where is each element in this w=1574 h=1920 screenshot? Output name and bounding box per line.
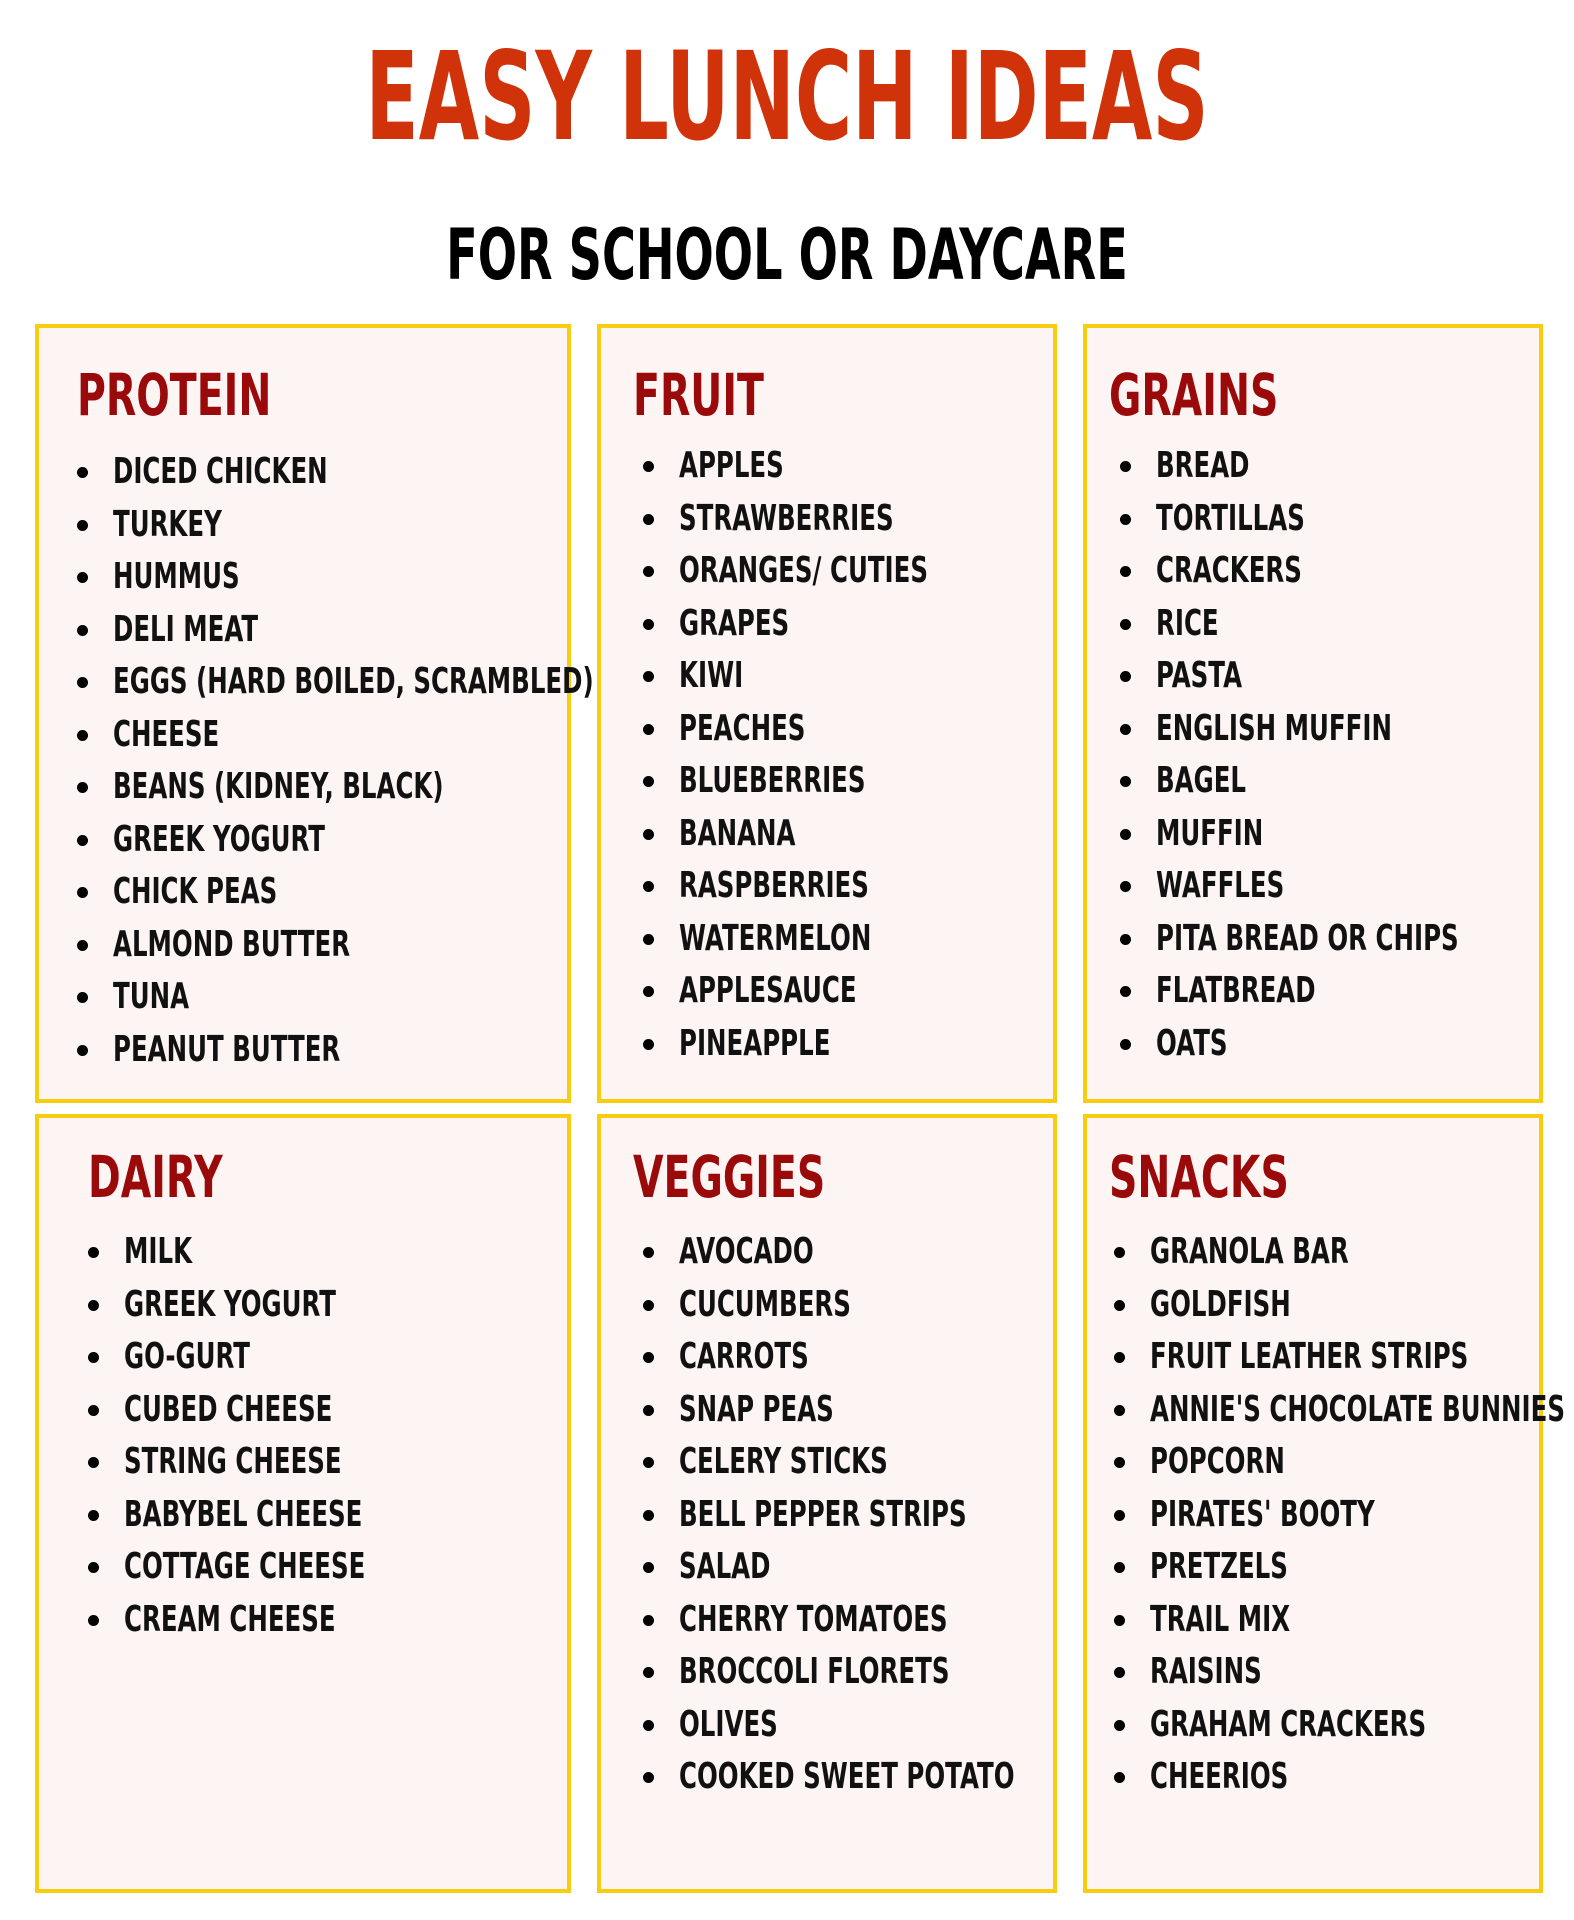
- list-item-label: MILK: [124, 1231, 193, 1272]
- bullet-icon: [1114, 1352, 1125, 1363]
- list-item-label: CELERY STICKS: [679, 1441, 888, 1482]
- protein-title: PROTEIN: [77, 361, 272, 429]
- bullet-icon: [1120, 881, 1131, 892]
- bullet-icon: [1120, 829, 1131, 840]
- bullet-icon: [643, 1615, 654, 1626]
- list-item-label: CUBED CHEESE: [124, 1388, 333, 1430]
- list-item-label: COTTAGE CHEESE: [124, 1546, 366, 1587]
- list-item-label: PEANUT BUTTER: [113, 1028, 341, 1070]
- list-item-label: GOLDFISH: [1150, 1283, 1291, 1325]
- page-subtitle: FOR SCHOOL OR DAYCARE: [446, 214, 1128, 296]
- list-item-label: DELI MEAT: [113, 608, 259, 650]
- list-item-label: PASTA: [1156, 655, 1243, 696]
- list-item-label: KIWI: [679, 655, 744, 696]
- list-item-label: STRAWBERRIES: [679, 497, 894, 539]
- list-item-label: SALAD: [679, 1546, 771, 1587]
- bullet-icon: [1120, 724, 1131, 735]
- bullet-icon: [1114, 1300, 1125, 1311]
- list-item-label: FRUIT LEATHER STRIPS: [1150, 1336, 1469, 1377]
- bullet-icon: [643, 514, 654, 525]
- list-item-label: PRETZELS: [1150, 1546, 1288, 1587]
- bullet-icon: [88, 1457, 99, 1468]
- list-item-label: COOKED SWEET POTATO: [679, 1756, 1015, 1797]
- snacks-title: SNACKS: [1109, 1143, 1289, 1211]
- bullet-icon: [643, 724, 654, 735]
- list-item-label: CHEESE: [113, 713, 220, 755]
- bullet-icon: [643, 1457, 654, 1468]
- bullet-icon: [77, 625, 88, 636]
- bullet-icon: [1120, 461, 1131, 472]
- bullet-icon: [1120, 566, 1131, 577]
- bullet-icon: [88, 1247, 99, 1258]
- list-item-label: FLATBREAD: [1156, 970, 1316, 1011]
- veggies-box: [597, 1114, 1057, 1893]
- list-item-label: GRAHAM CRACKERS: [1150, 1703, 1427, 1745]
- bullet-icon: [77, 572, 88, 583]
- bullet-icon: [1120, 776, 1131, 787]
- list-item-label: CRACKERS: [1156, 550, 1302, 591]
- list-item-label: PINEAPPLE: [679, 1022, 831, 1064]
- list-item-label: GRAPES: [679, 602, 790, 644]
- list-item-label: CHICK PEAS: [113, 871, 278, 912]
- list-item-label: WAFFLES: [1156, 865, 1285, 906]
- bullet-icon: [643, 566, 654, 577]
- list-item-label: TRAIL MIX: [1150, 1598, 1291, 1640]
- list-item-label: OLIVES: [679, 1703, 778, 1745]
- bullet-icon: [1114, 1772, 1125, 1783]
- list-item-label: TURKEY: [113, 503, 222, 545]
- bullet-icon: [77, 520, 88, 531]
- list-item-label: GREEK YOGURT: [113, 818, 325, 860]
- list-item-label: BELL PEPPER STRIPS: [679, 1493, 967, 1535]
- list-item-label: SNAP PEAS: [679, 1388, 834, 1430]
- fruit-title: FRUIT: [633, 361, 764, 429]
- list-item-label: GRANOLA BAR: [1150, 1231, 1349, 1272]
- bullet-icon: [88, 1352, 99, 1363]
- list-item-label: TORTILLAS: [1156, 497, 1305, 539]
- list-item-label: OATS: [1156, 1022, 1228, 1064]
- list-item-label: MUFFIN: [1156, 812, 1264, 854]
- list-item-label: RICE: [1156, 602, 1219, 644]
- veggies-title: VEGGIES: [633, 1143, 826, 1211]
- bullet-icon: [88, 1615, 99, 1626]
- bullet-icon: [643, 1772, 654, 1783]
- list-item-label: POPCORN: [1150, 1441, 1285, 1482]
- bullet-icon: [1114, 1247, 1125, 1258]
- bullet-icon: [77, 467, 88, 478]
- bullet-icon: [77, 940, 88, 951]
- bullet-icon: [643, 1720, 654, 1731]
- list-item-label: ORANGES/ CUTIES: [679, 550, 929, 591]
- bullet-icon: [643, 1667, 654, 1678]
- bullet-icon: [88, 1562, 99, 1573]
- list-item-label: GREEK YOGURT: [124, 1283, 336, 1325]
- fruit-box: [597, 324, 1057, 1103]
- dairy-title: DAIRY: [88, 1143, 223, 1211]
- bullet-icon: [643, 1039, 654, 1050]
- bullet-icon: [88, 1300, 99, 1311]
- list-item-label: APPLES: [679, 445, 784, 486]
- list-item-label: PIRATES' BOOTY: [1150, 1493, 1375, 1535]
- list-item-label: EGGS (HARD BOILED, SCRAMBLED): [113, 661, 594, 702]
- list-item-label: CHERRY TOMATOES: [679, 1598, 948, 1640]
- bullet-icon: [1114, 1457, 1125, 1468]
- list-item-label: WATERMELON: [679, 917, 872, 959]
- bullet-icon: [643, 829, 654, 840]
- list-item-label: ALMOND BUTTER: [113, 923, 351, 965]
- list-item-label: BAGEL: [1156, 760, 1247, 801]
- bullet-icon: [643, 1405, 654, 1416]
- bullet-icon: [88, 1510, 99, 1521]
- protein-box: [35, 324, 594, 1103]
- bullet-icon: [1114, 1615, 1125, 1626]
- bullet-icon: [77, 835, 88, 846]
- grains-title: GRAINS: [1109, 361, 1279, 429]
- bullet-icon: [1120, 514, 1131, 525]
- bullet-icon: [643, 1300, 654, 1311]
- list-item-label: BLUEBERRIES: [679, 760, 866, 801]
- bullet-icon: [643, 776, 654, 787]
- bullet-icon: [1120, 986, 1131, 997]
- bullet-icon: [1114, 1405, 1125, 1416]
- bullet-icon: [643, 1562, 654, 1573]
- bullet-icon: [1114, 1667, 1125, 1678]
- list-item-label: GO-GURT: [124, 1336, 250, 1377]
- bullet-icon: [1120, 1039, 1131, 1050]
- list-item-label: CUCUMBERS: [679, 1283, 851, 1325]
- list-item-label: BREAD: [1156, 445, 1250, 486]
- bullet-icon: [643, 934, 654, 945]
- bullet-icon: [1114, 1720, 1125, 1731]
- bullet-icon: [643, 881, 654, 892]
- list-item-label: ENGLISH MUFFIN: [1156, 707, 1392, 749]
- list-item-label: BEANS (KIDNEY, BLACK): [113, 766, 444, 807]
- bullet-icon: [77, 730, 88, 741]
- bullet-icon: [77, 887, 88, 898]
- list-item-label: DICED CHICKEN: [113, 451, 328, 492]
- list-item-label: CHEERIOS: [1150, 1756, 1289, 1797]
- bullet-icon: [643, 1510, 654, 1521]
- list-item-label: RAISINS: [1150, 1651, 1262, 1692]
- list-item-label: HUMMUS: [113, 556, 240, 597]
- bullet-icon: [643, 1247, 654, 1258]
- bullet-icon: [643, 986, 654, 997]
- bullet-icon: [77, 677, 88, 688]
- list-item-label: CREAM CHEESE: [124, 1598, 336, 1640]
- bullet-icon: [77, 992, 88, 1003]
- list-item-label: TUNA: [113, 976, 190, 1017]
- list-item-label: PITA BREAD OR CHIPS: [1156, 917, 1459, 959]
- list-item-label: BABYBEL CHEESE: [124, 1493, 363, 1535]
- list-item-label: PEACHES: [679, 707, 806, 749]
- bullet-icon: [77, 1045, 88, 1056]
- page-title: EASY LUNCH IDEAS: [365, 26, 1209, 168]
- dairy-box: [35, 1114, 571, 1893]
- list-item-label: CARROTS: [679, 1336, 809, 1377]
- bullet-icon: [643, 461, 654, 472]
- bullet-icon: [1120, 619, 1131, 630]
- list-item-label: AVOCADO: [679, 1231, 814, 1272]
- bullet-icon: [88, 1405, 99, 1416]
- list-item-label: ANNIE'S CHOCOLATE BUNNIES: [1150, 1388, 1566, 1430]
- list-item-label: RASPBERRIES: [679, 865, 869, 906]
- bullet-icon: [643, 671, 654, 682]
- snacks-box: [1083, 1114, 1566, 1893]
- bullet-icon: [643, 619, 654, 630]
- bullet-icon: [1120, 671, 1131, 682]
- bullet-icon: [77, 782, 88, 793]
- bullet-icon: [1114, 1562, 1125, 1573]
- list-item-label: BANANA: [679, 812, 796, 854]
- bullet-icon: [1114, 1510, 1125, 1521]
- grains-box: [1083, 324, 1543, 1103]
- bullet-icon: [643, 1352, 654, 1363]
- list-item-label: STRING CHEESE: [124, 1441, 342, 1482]
- list-item-label: APPLESAUCE: [679, 970, 857, 1011]
- bullet-icon: [1120, 934, 1131, 945]
- list-item-label: BROCCOLI FLORETS: [679, 1651, 950, 1692]
